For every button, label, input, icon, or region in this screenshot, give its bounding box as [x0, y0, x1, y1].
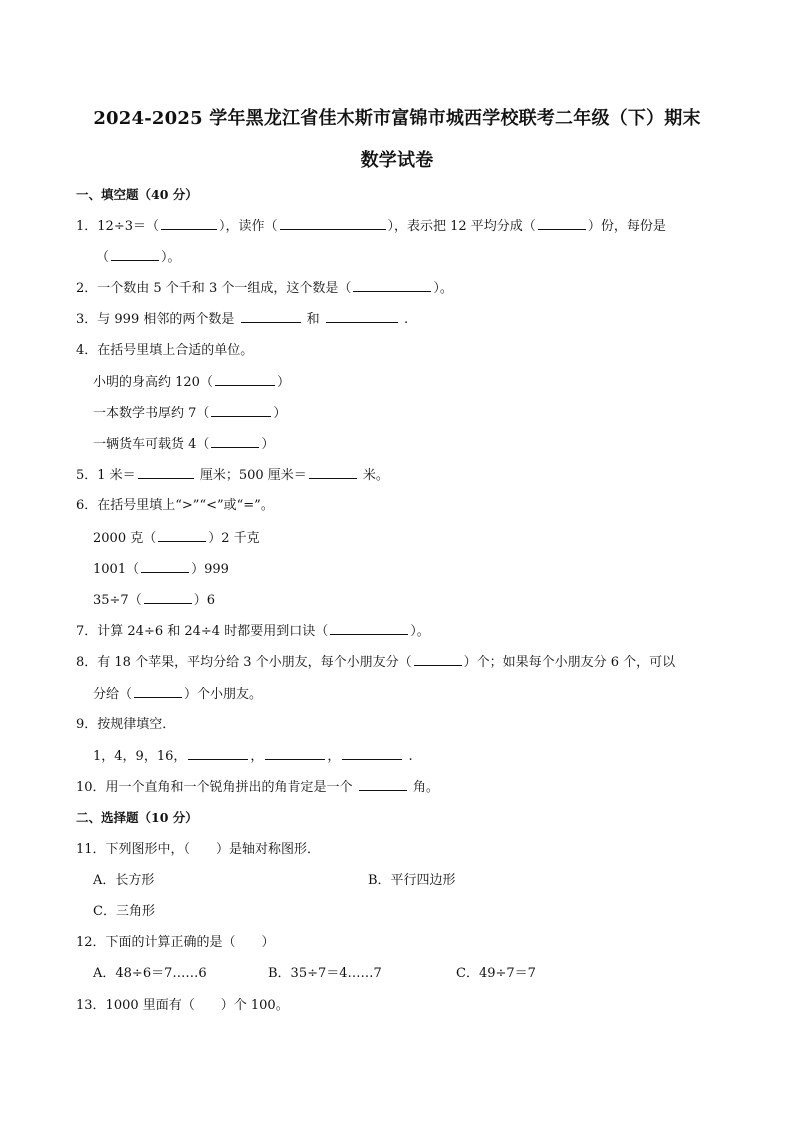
answer-blank[interactable] [158, 529, 206, 542]
answer-blank[interactable] [144, 591, 192, 604]
question-12: 12．下面的计算正确的是（ ） [76, 935, 275, 950]
answer-blank[interactable] [161, 217, 217, 230]
question-4-item-3: 一辆货车可载货 4（ ） [93, 437, 275, 452]
question-8: 8．有 18 个苹果，平均分给 3 个小朋友，每个小朋友分（ ）个；如果每个小朋友分 6 个，可以 [76, 655, 676, 670]
question-10: 10．用一个直角和一个锐角拼出的角肯定是一个 角。 [76, 780, 439, 795]
question-6: 6．在括号里填上“>”“<”或“=”。 [76, 498, 274, 513]
answer-blank[interactable] [211, 404, 271, 417]
section-heading-fill-in: 一、填空题（40 分） [76, 187, 198, 202]
question-9: 9．按规律填空． [76, 717, 176, 732]
answer-blank[interactable] [111, 248, 159, 261]
question-11-option-a[interactable]: A．长方形 [93, 873, 155, 888]
question-6-item-2: 1001（ ）999 [93, 562, 229, 577]
question-13: 13．1000 里面有（ ）个 100。 [76, 998, 289, 1013]
answer-blank[interactable] [211, 435, 259, 448]
answer-blank[interactable] [141, 560, 189, 573]
question-12-option-a[interactable]: A．48÷6＝7……6 [93, 966, 207, 981]
question-4-item-2: 一本数学书厚约 7（ ） [93, 406, 287, 421]
question-11-option-c[interactable]: C．三角形 [93, 904, 155, 919]
answer-blank[interactable] [359, 778, 407, 791]
exam-title-line2: 数学试卷 [360, 150, 434, 171]
answer-blank[interactable] [309, 466, 357, 479]
exam-title-line1: 2024-2025 学年黑龙江省佳木斯市富锦市城西学校联考二年级（下）期末 [93, 108, 701, 129]
answer-blank[interactable] [330, 622, 408, 635]
answer-blank[interactable] [326, 310, 398, 323]
answer-blank[interactable] [280, 217, 386, 230]
question-11: 11．下列图形中，（ ）是轴对称图形． [76, 842, 321, 857]
question-11-option-b[interactable]: B．平行四边形 [368, 873, 456, 888]
answer-blank[interactable] [138, 466, 194, 479]
question-7: 7．计算 24÷6 和 24÷4 时都要用到口诀（ ）。 [76, 624, 430, 639]
answer-blank[interactable] [265, 747, 325, 760]
question-4-item-1: 小明的身高约 120（ ） [93, 375, 290, 390]
answer-blank[interactable] [414, 653, 462, 666]
question-8-cont: 分给（ ）个小朋友。 [93, 687, 263, 702]
answer-blank[interactable] [241, 310, 301, 323]
question-5: 5．1 米＝ 厘米；500 厘米＝ 米。 [76, 468, 389, 483]
answer-blank[interactable] [215, 373, 275, 386]
question-4: 4．在括号里填上合适的单位。 [76, 343, 254, 358]
question-9-sequence: 1，4，9，16， ， ， . [93, 749, 413, 764]
question-3: 3．与 999 相邻的两个数是 和 . [76, 312, 409, 327]
question-1-cont: （ ）。 [96, 250, 181, 265]
question-12-option-c[interactable]: C．49÷7＝7 [456, 966, 536, 981]
answer-blank[interactable] [188, 747, 248, 760]
question-6-item-3: 35÷7（ ）6 [93, 593, 215, 608]
question-2: 2．一个数由 5 个千和 3 个一组成，这个数是（ ）。 [76, 281, 453, 296]
question-6-item-1: 2000 克（ ）2 千克 [93, 531, 260, 546]
answer-blank[interactable] [134, 685, 182, 698]
answer-blank[interactable] [538, 217, 586, 230]
answer-blank[interactable] [342, 747, 402, 760]
answer-blank[interactable] [353, 279, 431, 292]
question-1: 1．12÷3＝（ ），读作（ ），表示把 12 平均分成（ ）份，每份是 [76, 219, 666, 234]
section-heading-choice: 二、选择题（10 分） [76, 810, 198, 825]
question-12-option-b[interactable]: B．35÷7＝4……7 [268, 966, 382, 981]
